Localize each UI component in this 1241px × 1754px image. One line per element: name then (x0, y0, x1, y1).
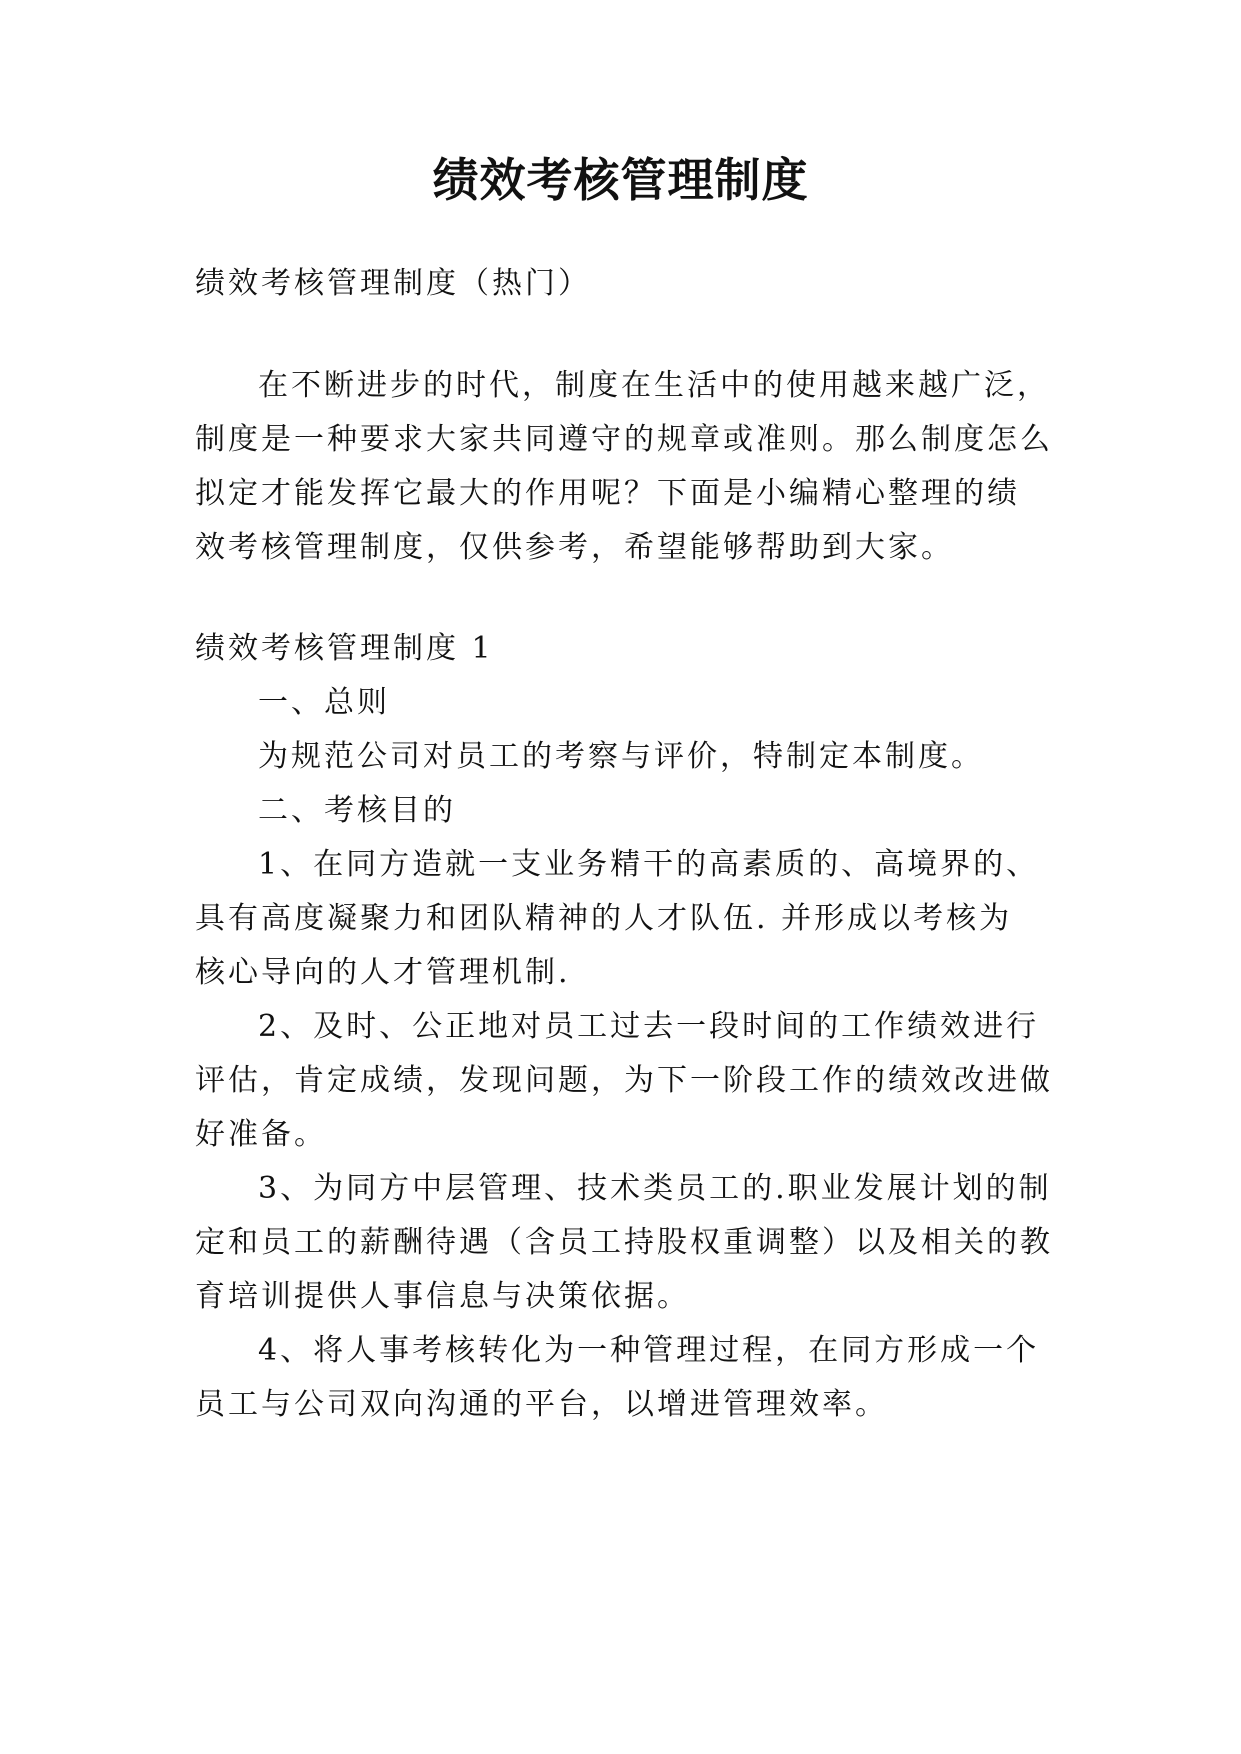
purpose-item-4: 4、将人事考核转化为一种管理过程，在同方形成一个 (258, 1333, 1040, 1368)
intro-line: 效考核管理制度，仅供参考，希望能够帮助到大家。 (195, 530, 954, 565)
purpose-item-1: 具有高度凝聚力和团队精神的人才队伍. 并形成以考核为 (195, 901, 1013, 936)
purpose-item-3: 育培训提供人事信息与决策依据。 (195, 1279, 690, 1314)
intro-line: 拟定才能发挥它最大的作用呢？下面是小编精心整理的绩 (195, 476, 1020, 511)
purpose-item-3: 定和员工的薪酬待遇（含员工持股权重调整）以及相关的教 (195, 1225, 1053, 1260)
purpose-item-4: 员工与公司双向沟通的平台，以增进管理效率。 (195, 1387, 888, 1422)
purpose-item-2: 评估，肯定成绩，发现问题，为下一阶段工作的绩效改进做 (195, 1063, 1053, 1098)
intro-line: 在不断进步的时代，制度在生活中的使用越来越广泛， (258, 368, 1050, 403)
purpose-item-1: 核心导向的人才管理机制. (195, 955, 571, 990)
section-heading: 绩效考核管理制度 1 (195, 631, 494, 666)
document-subtitle: 绩效考核管理制度（热门） (195, 266, 591, 301)
purpose-item-3: 3、为同方中层管理、技术类员工的.职业发展计划的制 (258, 1171, 1052, 1206)
purpose-item-1: 1、在同方造就一支业务精干的高素质的、高境界的、 (258, 847, 1040, 882)
document-title: 绩效考核管理制度 (432, 153, 809, 207)
purpose-item-2: 2、及时、公正地对员工过去一段时间的工作绩效进行 (258, 1009, 1040, 1044)
intro-line: 制度是一种要求大家共同遵守的规章或准则。那么制度怎么 (195, 422, 1053, 457)
general-heading: 一、总则 (258, 685, 390, 720)
purpose-item-2: 好准备。 (195, 1117, 327, 1152)
general-text: 为规范公司对员工的考察与评价，特制定本制度。 (258, 739, 984, 774)
purpose-heading: 二、考核目的 (258, 793, 456, 828)
